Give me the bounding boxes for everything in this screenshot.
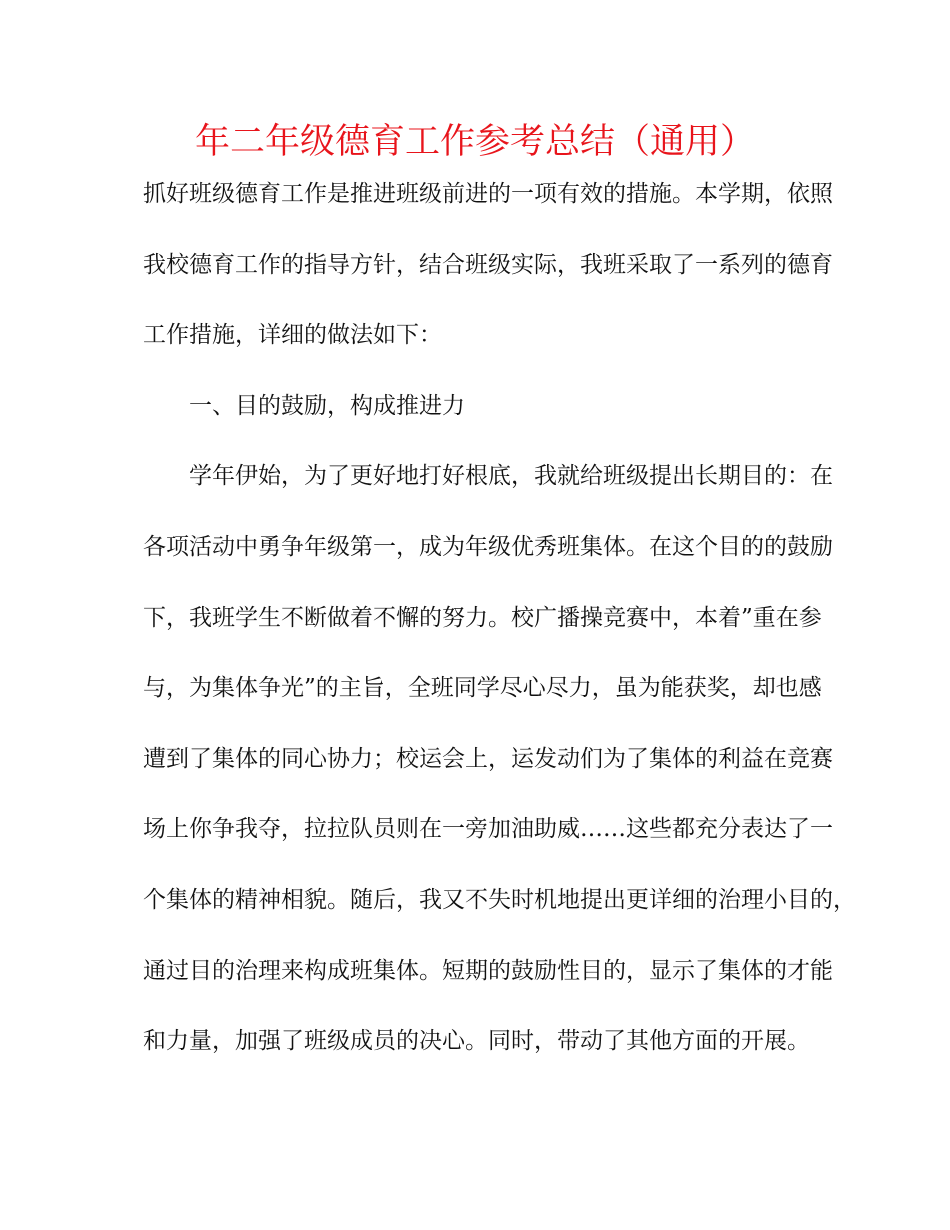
document-title: 年二年级德育工作参考总结（通用） (194, 122, 755, 162)
body-line: 工作措施，详细的做法如下： (143, 322, 442, 349)
body-line: 场上你争我夺，拉拉队员则在一旁加油助威……这些都充分表达了一 (143, 816, 833, 843)
body-line: 学年伊始，为了更好地打好根底，我就给班级提出长期目的：在 (189, 463, 833, 490)
body-line: 遭到了集体的同心协力；校运会上，运发动们为了集体的利益在竞赛 (143, 745, 833, 772)
body-line: 与，为集体争光”的主旨，全班同学尽心尽力，虽为能获奖，却也感 (143, 675, 822, 702)
body-line: 各项活动中勇争年级第一，成为年级优秀班集体。在这个目的的鼓励 (143, 533, 833, 560)
section-heading: 一、目的鼓励，构成推进力 (189, 392, 465, 419)
document-body (143, 168, 856, 1086)
body-line: 抓好班级德育工作是推进班级前进的一项有效的措施。本学期，依照 (143, 181, 833, 207)
body-line: 通过目的治理来构成班集体。短期的鼓励性目的，显示了集体的才能 (143, 957, 833, 984)
body-line: 我校德育工作的指导方针，结合班级实际，我班采取了一系列的德育 (143, 251, 833, 278)
body-line: 和力量，加强了班级成员的决心。同时，带动了其他方面的开展。 (143, 1028, 810, 1055)
body-line: 下，我班学生不断做着不懈的努力。校广播操竞赛中，本着”重在参 (143, 604, 822, 631)
body-line: 个集体的精神相貌。随后，我又不失时机地提出更详细的治理小目的， (143, 886, 856, 913)
